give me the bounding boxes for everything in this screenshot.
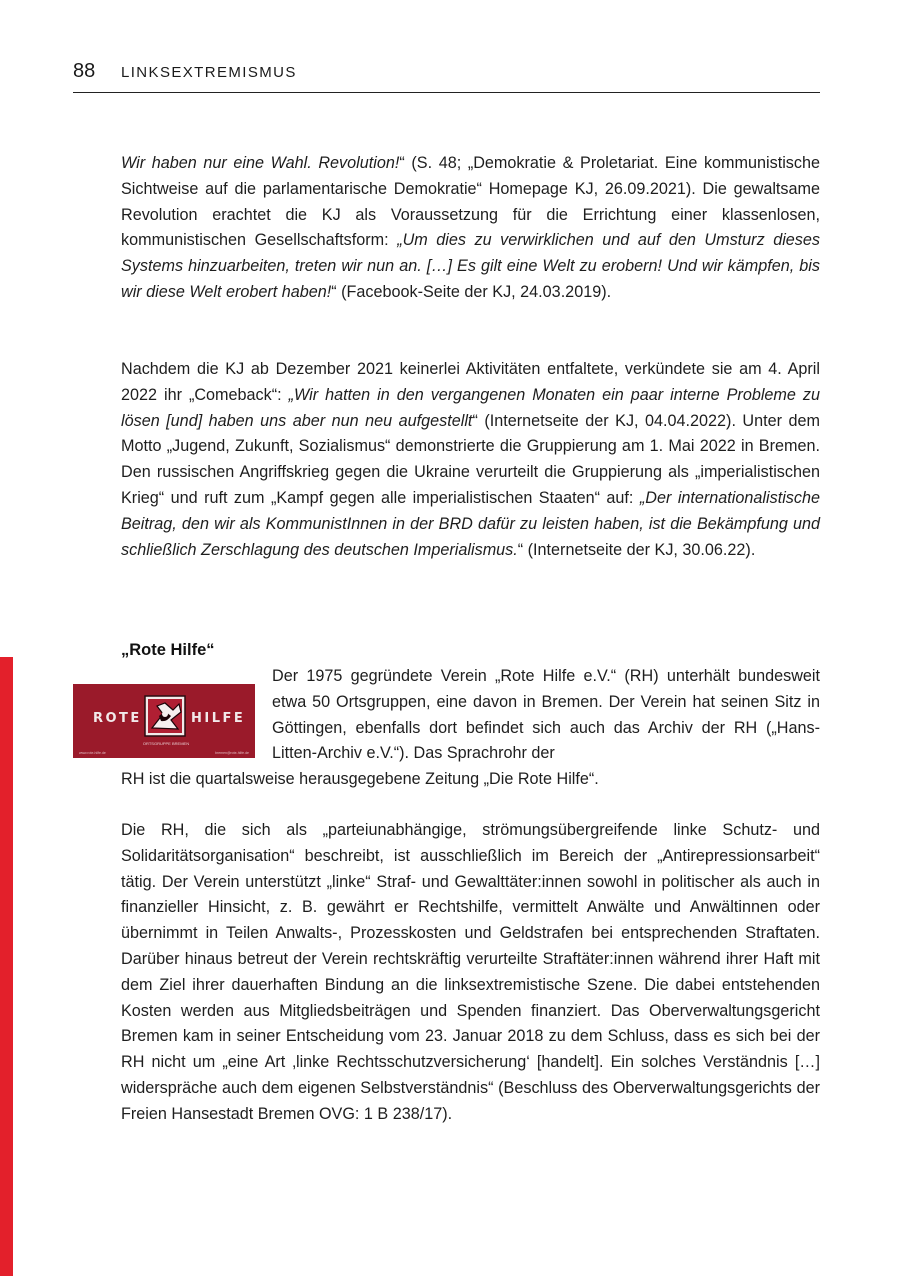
text-motto: “ (Internetseite der KJ, 04.04.2022). Unter dem Motto „Jugend, Zukunft, Sozialismus“ demonstrierte die Gruppierung am 1. Mai 2022 in Bremen. Den russischen Angriffskrieg gegen die Ukraine verurteilt die Gruppierung als „imperialistischen Krieg“ und ruft zum „Kampf gegen alle imperialistischen Staaten“ auf: (121, 411, 820, 507)
text-source-2: “ (Internetseite der KJ, 30.06.22). (517, 540, 756, 559)
rote-hilfe-logo (73, 684, 255, 758)
paragraph-comeback (121, 357, 820, 563)
logo-subtitle: ORTSGRUPPE BREMEN (142, 741, 190, 746)
running-title: LINKSEXTREMISMUS (121, 64, 297, 81)
text-comeback: Nachdem die KJ ab Dezember 2021 keinerlei Aktivitäten entfaltete, verkündete sie am 4. April 2022 ihr „Comeback“: (121, 360, 820, 404)
paragraph-rote-hilfe-intro: Der 1975 gegründete Verein „Rote Hilfe e.V.“ (RH) unterhält bundesweit etwa 50 Ortsgruppen, eine davon in Bremen. Der Verein hat seinen Sitz in Göttingen, ebenfalls dort befindet sich auch das Archiv der RH („Hans-Litten-Archiv e.V.“). Das Sprachrohr der (272, 667, 820, 763)
paragraph-rote-hilfe-continuation: RH ist die quartalsweise herausgegebene Zeitung „Die Rote Hilfe“. (121, 770, 599, 788)
page-number: 88 (73, 60, 96, 82)
page-header (73, 58, 820, 93)
paragraph-revolution (121, 151, 820, 306)
quote-probleme: „Wir hatten in den vergangenen Monaten ein paar interne Probleme zu lösen [und] haben uns aber nun neu aufgestellt (121, 385, 820, 430)
red-margin-bar (0, 657, 13, 1276)
text-source: “ (Facebook-Seite der KJ, 24.03.2019). (331, 282, 612, 301)
logo-footer-right: bremen@rote-hilfe.de (215, 751, 249, 755)
fist-icon (143, 694, 187, 738)
logo-word-rote: ROTE (93, 711, 142, 726)
section-heading-rote-hilfe: „Rote Hilfe“ (121, 641, 215, 659)
quote-revolution: Wir haben nur eine Wahl. Revolution! (121, 154, 400, 172)
text-citation: “ (S. 48; „Demokratie & Proletariat. Eine kommunistische Sichtweise auf die parlamentarische Demokratie“ Homepage KJ, 26.09.2021). Die gewaltsame Revolution erachtet die KJ als Voraussetzung für die Errichtung einer klassenlosen, kommunistischen Gesellschaftsform: (121, 154, 821, 250)
paragraph-rote-hilfe-activities: Die RH, die sich als „parteiunabhängige, strömungsübergreifende linke Schutz- und Solidaritätsorganisation“ beschreibt, ist ausschließlich im Bereich der „Antirepressionsarbeit“ tätig. Der Verein unterstützt „linke“ Straf- und Gewalttäter:innen sowohl in politischer als auch in finanzieller Hinsicht, z. B. gewährt er Rechtshilfe, vermittelt Anwälte und Anwältinnen oder übernimmt in Teilen Anwalts-, Prozesskosten und Geldstrafen bei entsprechenden Straftaten. Darüber hinaus betreut der Verein rechtskräftig verurteilte Straftäter:innen während ihrer Haft mit dem Ziel ihrer dauerhaften Bindung an die linksextremistische Szene. Die dabei entstehenden Kosten werden aus Mitgliedsbeiträgen und Spenden finanziert. Das Oberverwaltungsgericht Bremen kam in seiner Entscheidung vom 23. Januar 2018 zu dem Schluss, dass es sich bei der RH nicht um „eine Art ‚linke Rechtsschutzversicherung‘ [handelt]. Ein solches Verständnis […] widerspräche auch dem eigenen Selbstverständnis“ (Beschluss des Oberverwaltungsgerichts der Freien Hansestadt Bremen OVG: 1 B 238/17). (121, 821, 820, 1123)
quote-umsturz: „Um dies zu verwirklichen und auf den Umsturz dieses Systems hinzuarbeiten, treten wir nun an. […] Es gilt eine Welt zu erobern! Und wir kämpfen, bis wir diese Welt erobert haben! (121, 231, 821, 301)
quote-imperialismus: „Der internationalistische Beitrag, den wir als KommunistInnen in der BRD dafür zu leisten haben, ist die Bekämpfung und schließlich Zerschlagung des deutschen Imperialismus. (121, 488, 820, 559)
logo-footer-left: www.rote-hilfe.de (79, 751, 106, 755)
logo-word-hilfe: HILFE (191, 711, 246, 726)
